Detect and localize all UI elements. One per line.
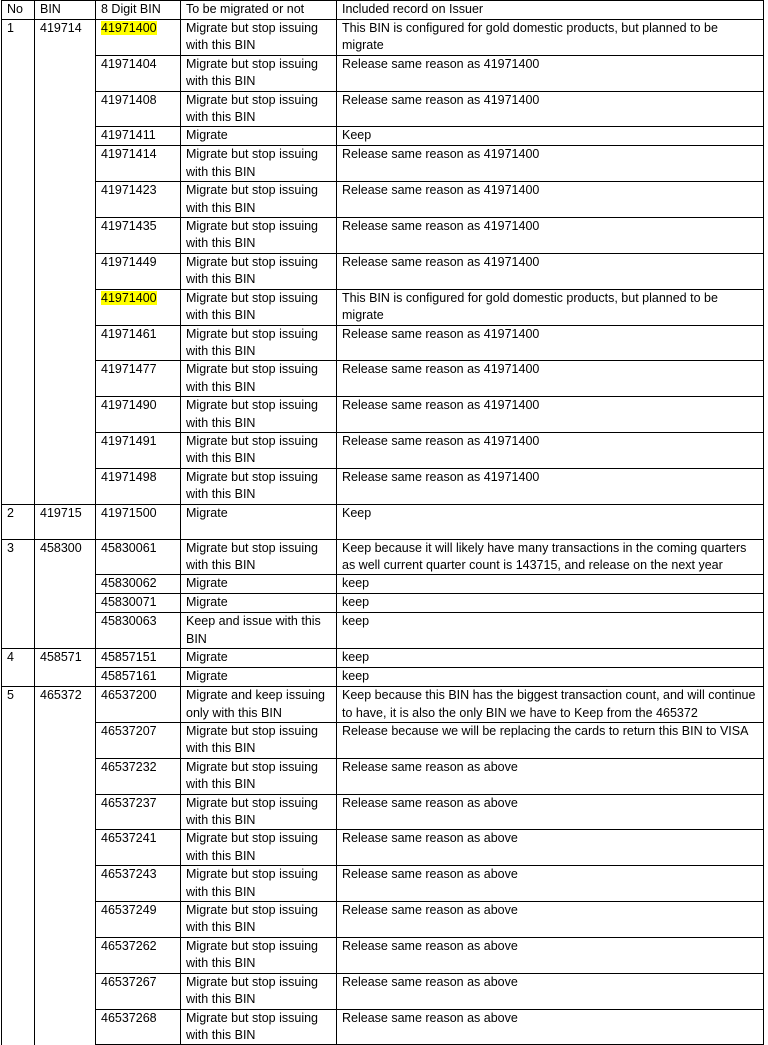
issuer-record-cell: keep bbox=[337, 594, 764, 613]
issuer-record-cell: Release same reason as 41971400 bbox=[337, 253, 764, 289]
migration-status-cell: Migrate but stop issuing with this BIN bbox=[181, 830, 337, 866]
issuer-record-cell: keep bbox=[337, 613, 764, 649]
bin-cell bbox=[35, 794, 96, 830]
table-row bbox=[2, 468, 764, 504]
migration-status-cell: Migrate and keep issuing only with this BIN bbox=[181, 687, 337, 723]
digit-bin-value: 41971408 bbox=[101, 92, 157, 107]
migration-status-cell: Migrate but stop issuing with this BIN bbox=[181, 91, 337, 127]
digit-bin-value: 46537267 bbox=[101, 974, 157, 989]
migration-status-cell: Migrate but stop issuing with this BIN bbox=[181, 468, 337, 504]
digit-bin-cell bbox=[96, 758, 181, 794]
table-row bbox=[2, 723, 764, 759]
migration-status-cell: Migrate bbox=[181, 649, 337, 668]
digit-bin-value: 41971400 bbox=[101, 290, 157, 305]
row-number-cell bbox=[2, 218, 35, 254]
table-row bbox=[2, 937, 764, 973]
digit-bin-value: 41971404 bbox=[101, 56, 157, 71]
digit-bin-cell bbox=[96, 20, 181, 56]
migration-status-cell: Migrate but stop issuing with this BIN bbox=[181, 432, 337, 468]
row-number-cell bbox=[2, 723, 35, 759]
bin-cell: 465372 bbox=[35, 687, 96, 723]
digit-bin-value: 45830063 bbox=[101, 614, 157, 629]
bin-cell bbox=[35, 668, 96, 687]
row-number-cell bbox=[2, 1009, 35, 1045]
digit-bin-value: 41971411 bbox=[101, 128, 156, 143]
issuer-record-cell: This BIN is configured for gold domestic products, but planned to be migrate bbox=[337, 20, 764, 56]
digit-bin-cell bbox=[96, 649, 181, 668]
table-row bbox=[2, 146, 764, 182]
migration-status-cell: Migrate but stop issuing with this BIN bbox=[181, 902, 337, 938]
row-number-cell bbox=[2, 594, 35, 613]
row-number-cell bbox=[2, 468, 35, 504]
bin-cell: 458571 bbox=[35, 649, 96, 668]
digit-bin-cell bbox=[96, 468, 181, 504]
header-migration-status: To be migrated or not bbox=[181, 1, 337, 20]
bin-cell bbox=[35, 830, 96, 866]
bin-cell bbox=[35, 325, 96, 361]
digit-bin-cell bbox=[96, 794, 181, 830]
migration-status-cell: Keep and issue with this BIN bbox=[181, 613, 337, 649]
bin-cell bbox=[35, 361, 96, 397]
row-number-cell bbox=[2, 902, 35, 938]
bin-cell bbox=[35, 937, 96, 973]
migration-status-cell: Migrate but stop issuing with this BIN bbox=[181, 758, 337, 794]
issuer-record-cell: Keep because it will likely have many transactions in the coming quarters as well current quarter count is 143715, and release on the next year bbox=[337, 539, 764, 575]
digit-bin-cell bbox=[96, 361, 181, 397]
migration-status-cell: Migrate bbox=[181, 594, 337, 613]
migration-status-cell: Migrate but stop issuing with this BIN bbox=[181, 973, 337, 1009]
digit-bin-cell bbox=[96, 253, 181, 289]
bin-cell bbox=[35, 289, 96, 325]
digit-bin-value: 46537241 bbox=[101, 831, 157, 846]
migration-status-cell: Migrate but stop issuing with this BIN bbox=[181, 723, 337, 759]
issuer-record-cell: Release same reason as above bbox=[337, 902, 764, 938]
table-row bbox=[2, 91, 764, 127]
table-row bbox=[2, 668, 764, 687]
digit-bin-value: 41971490 bbox=[101, 398, 157, 413]
migration-status-cell: Migrate bbox=[181, 668, 337, 687]
issuer-record-cell: Release same reason as above bbox=[337, 758, 764, 794]
digit-bin-value: 46537200 bbox=[101, 688, 157, 703]
issuer-record-cell: Release same reason as above bbox=[337, 1009, 764, 1045]
table-row bbox=[2, 361, 764, 397]
issuer-record-cell: Release same reason as above bbox=[337, 937, 764, 973]
digit-bin-cell bbox=[96, 830, 181, 866]
migration-status-cell: Migrate but stop issuing with this BIN bbox=[181, 361, 337, 397]
digit-bin-value: 45857161 bbox=[101, 669, 157, 684]
issuer-record-cell: Release same reason as above bbox=[337, 794, 764, 830]
digit-bin-value: 45830061 bbox=[101, 540, 157, 555]
digit-bin-cell bbox=[96, 539, 181, 575]
row-number-cell bbox=[2, 182, 35, 218]
table-row bbox=[2, 613, 764, 649]
bin-cell bbox=[35, 1009, 96, 1045]
bin-cell bbox=[35, 758, 96, 794]
digit-bin-cell bbox=[96, 127, 181, 146]
digit-bin-value: 46537232 bbox=[101, 759, 157, 774]
bin-cell bbox=[35, 432, 96, 468]
row-number-cell bbox=[2, 397, 35, 433]
digit-bin-value: 41971449 bbox=[101, 254, 157, 269]
header-row bbox=[2, 1, 764, 20]
digit-bin-cell bbox=[96, 687, 181, 723]
digit-bin-cell bbox=[96, 91, 181, 127]
digit-bin-cell bbox=[96, 902, 181, 938]
bin-cell bbox=[35, 866, 96, 902]
bin-cell bbox=[35, 594, 96, 613]
issuer-record-cell: Release same reason as 41971400 bbox=[337, 218, 764, 254]
table-row bbox=[2, 575, 764, 594]
digit-bin-value: 41971400 bbox=[101, 21, 157, 35]
row-number-cell bbox=[2, 575, 35, 594]
issuer-record-cell: keep bbox=[337, 649, 764, 668]
digit-bin-cell bbox=[96, 289, 181, 325]
bin-cell bbox=[35, 902, 96, 938]
table-row bbox=[2, 649, 764, 668]
bin-migration-table bbox=[1, 0, 764, 1045]
digit-bin-cell bbox=[96, 973, 181, 1009]
migration-status-cell: Migrate bbox=[181, 575, 337, 594]
header-8-digit-bin: 8 Digit BIN bbox=[96, 1, 181, 20]
digit-bin-cell bbox=[96, 866, 181, 902]
bin-cell: 419714 bbox=[35, 20, 96, 56]
issuer-record-cell: This BIN is configured for gold domestic products, but planned to be migrate bbox=[337, 289, 764, 325]
digit-bin-value: 45857151 bbox=[101, 650, 157, 665]
table-row bbox=[2, 902, 764, 938]
digit-bin-value: 45830062 bbox=[101, 576, 157, 591]
digit-bin-cell bbox=[96, 504, 181, 539]
bin-cell bbox=[35, 973, 96, 1009]
migration-status-cell: Migrate but stop issuing with this BIN bbox=[181, 539, 337, 575]
row-number-cell bbox=[2, 866, 35, 902]
digit-bin-value: 41971423 bbox=[101, 183, 157, 198]
digit-bin-cell bbox=[96, 1009, 181, 1045]
digit-bin-value: 41971435 bbox=[101, 219, 157, 234]
row-number-cell bbox=[2, 289, 35, 325]
digit-bin-value: 41971498 bbox=[101, 469, 157, 484]
migration-status-cell: Migrate but stop issuing with this BIN bbox=[181, 1009, 337, 1045]
row-number-cell: 3 bbox=[2, 539, 35, 575]
row-number-cell bbox=[2, 127, 35, 146]
table-row bbox=[2, 594, 764, 613]
digit-bin-value: 46537207 bbox=[101, 724, 157, 738]
row-number-cell bbox=[2, 253, 35, 289]
row-number-cell bbox=[2, 146, 35, 182]
issuer-record-cell: Keep bbox=[337, 127, 764, 146]
issuer-record-cell: Release same reason as 41971400 bbox=[337, 361, 764, 397]
header-no: No bbox=[2, 1, 35, 20]
digit-bin-value: 46537237 bbox=[101, 795, 157, 810]
table-row bbox=[2, 432, 764, 468]
issuer-record-cell: Release same reason as 41971400 bbox=[337, 325, 764, 361]
row-number-cell bbox=[2, 973, 35, 1009]
bin-cell bbox=[35, 146, 96, 182]
digit-bin-value: 46537268 bbox=[101, 1010, 157, 1025]
row-number-cell bbox=[2, 432, 35, 468]
row-number-cell: 5 bbox=[2, 687, 35, 723]
digit-bin-cell bbox=[96, 432, 181, 468]
row-number-cell bbox=[2, 55, 35, 91]
table-row bbox=[2, 55, 764, 91]
digit-bin-cell bbox=[96, 613, 181, 649]
digit-bin-cell bbox=[96, 218, 181, 254]
row-number-cell bbox=[2, 668, 35, 687]
bin-cell bbox=[35, 613, 96, 649]
row-number-cell bbox=[2, 758, 35, 794]
row-number-cell bbox=[2, 937, 35, 973]
table-row bbox=[2, 182, 764, 218]
issuer-record-cell: Release same reason as 41971400 bbox=[337, 397, 764, 433]
migration-status-cell: Migrate but stop issuing with this BIN bbox=[181, 182, 337, 218]
migration-status-cell: Migrate but stop issuing with this BIN bbox=[181, 20, 337, 56]
bin-cell bbox=[35, 127, 96, 146]
digit-bin-value: 41971414 bbox=[101, 147, 157, 162]
issuer-record-cell: Keep because this BIN has the biggest transaction count, and will continue to have, it is also the only BIN we have to Keep from the 465372 bbox=[337, 687, 764, 723]
digit-bin-value: 41971461 bbox=[101, 326, 157, 341]
issuer-record-cell: Release same reason as 41971400 bbox=[337, 182, 764, 218]
digit-bin-cell bbox=[96, 575, 181, 594]
row-number-cell bbox=[2, 91, 35, 127]
table-row bbox=[2, 866, 764, 902]
issuer-record-cell: keep bbox=[337, 668, 764, 687]
digit-bin-cell bbox=[96, 55, 181, 91]
issuer-record-cell: Release same reason as 41971400 bbox=[337, 55, 764, 91]
digit-bin-value: 41971500 bbox=[101, 505, 157, 520]
digit-bin-value: 46537249 bbox=[101, 903, 157, 918]
bin-cell bbox=[35, 182, 96, 218]
header-issuer-record: Included record on Issuer bbox=[337, 1, 764, 20]
digit-bin-cell bbox=[96, 668, 181, 687]
migration-status-cell: Migrate but stop issuing with this BIN bbox=[181, 218, 337, 254]
digit-bin-cell bbox=[96, 182, 181, 218]
header-bin: BIN bbox=[35, 1, 96, 20]
digit-bin-cell bbox=[96, 397, 181, 433]
row-number-cell bbox=[2, 361, 35, 397]
migration-status-cell: Migrate but stop issuing with this BIN bbox=[181, 794, 337, 830]
row-number-cell bbox=[2, 325, 35, 361]
issuer-record-cell: Release same reason as 41971400 bbox=[337, 91, 764, 127]
digit-bin-value: 41971477 bbox=[101, 362, 157, 377]
bin-cell bbox=[35, 575, 96, 594]
migration-status-cell: Migrate but stop issuing with this BIN bbox=[181, 55, 337, 91]
row-number-cell: 2 bbox=[2, 504, 35, 539]
row-number-cell: 4 bbox=[2, 649, 35, 668]
digit-bin-cell bbox=[96, 146, 181, 182]
migration-status-cell: Migrate but stop issuing with this BIN bbox=[181, 866, 337, 902]
table-row bbox=[2, 127, 764, 146]
table-row bbox=[2, 539, 764, 575]
migration-status-cell: Migrate bbox=[181, 504, 337, 539]
migration-status-cell: Migrate bbox=[181, 127, 337, 146]
migration-status-cell: Migrate but stop issuing with this BIN bbox=[181, 146, 337, 182]
table-row bbox=[2, 504, 764, 539]
digit-bin-value: 46537262 bbox=[101, 938, 157, 953]
table-row bbox=[2, 830, 764, 866]
issuer-record-cell: Keep bbox=[337, 504, 764, 539]
issuer-record-cell: Release same reason as 41971400 bbox=[337, 432, 764, 468]
migration-status-cell: Migrate but stop issuing with this BIN bbox=[181, 289, 337, 325]
table-row bbox=[2, 687, 764, 723]
digit-bin-value: 45830071 bbox=[101, 595, 157, 610]
issuer-record-cell: Release same reason as above bbox=[337, 973, 764, 1009]
table-row bbox=[2, 253, 764, 289]
digit-bin-value: 41971491 bbox=[101, 433, 157, 448]
migration-status-cell: Migrate but stop issuing with this BIN bbox=[181, 253, 337, 289]
issuer-record-cell: Release same reason as above bbox=[337, 866, 764, 902]
table-row bbox=[2, 794, 764, 830]
issuer-record-cell: Release same reason as 41971400 bbox=[337, 468, 764, 504]
table-row bbox=[2, 20, 764, 56]
bin-cell bbox=[35, 468, 96, 504]
migration-status-cell: Migrate but stop issuing with this BIN bbox=[181, 937, 337, 973]
table-row bbox=[2, 1009, 764, 1045]
migration-status-cell: Migrate but stop issuing with this BIN bbox=[181, 325, 337, 361]
bin-cell bbox=[35, 91, 96, 127]
digit-bin-cell bbox=[96, 723, 181, 759]
issuer-record-cell: Release same reason as 41971400 bbox=[337, 146, 764, 182]
bin-cell bbox=[35, 218, 96, 254]
issuer-record-cell: Release same reason as above bbox=[337, 830, 764, 866]
table-row bbox=[2, 758, 764, 794]
bin-cell bbox=[35, 55, 96, 91]
row-number-cell bbox=[2, 613, 35, 649]
bin-cell bbox=[35, 397, 96, 433]
bin-cell: 458300 bbox=[35, 539, 96, 575]
row-number-cell bbox=[2, 794, 35, 830]
issuer-record-cell: keep bbox=[337, 575, 764, 594]
digit-bin-cell bbox=[96, 594, 181, 613]
bin-cell bbox=[35, 723, 96, 759]
bin-cell: 419715 bbox=[35, 504, 96, 539]
migration-status-cell: Migrate but stop issuing with this BIN bbox=[181, 397, 337, 433]
bin-cell bbox=[35, 253, 96, 289]
table-body bbox=[2, 20, 764, 1045]
table-row bbox=[2, 973, 764, 1009]
table-row bbox=[2, 325, 764, 361]
digit-bin-value: 46537243 bbox=[101, 867, 157, 882]
digit-bin-cell bbox=[96, 325, 181, 361]
issuer-record-cell: Release because we will be replacing the cards to return this BIN to VISA bbox=[337, 723, 764, 759]
table-row bbox=[2, 397, 764, 433]
table-row bbox=[2, 289, 764, 325]
row-number-cell bbox=[2, 830, 35, 866]
digit-bin-cell bbox=[96, 937, 181, 973]
row-number-cell: 1 bbox=[2, 20, 35, 56]
table-row bbox=[2, 218, 764, 254]
